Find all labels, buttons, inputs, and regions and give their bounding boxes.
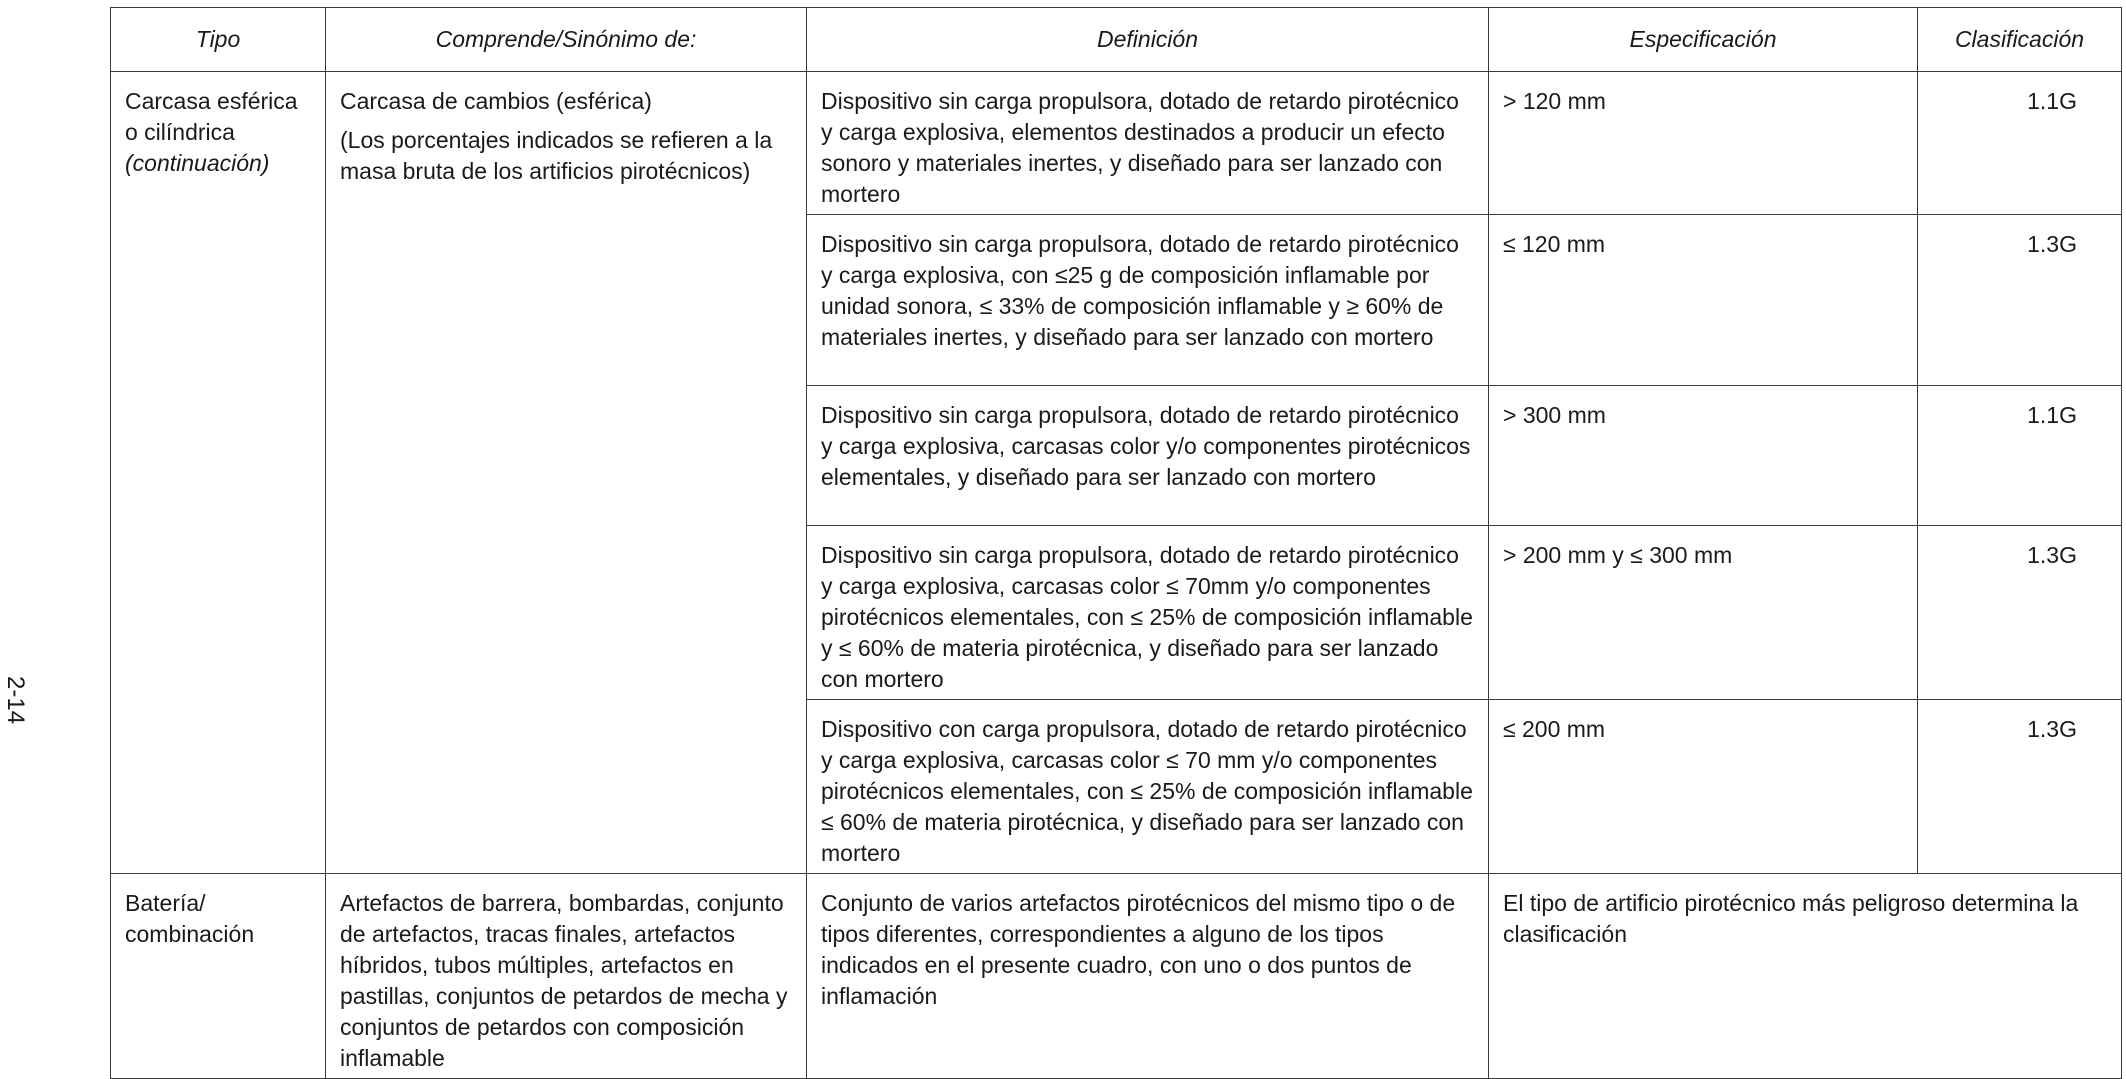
tipo-continuation: (continuación) — [125, 150, 270, 176]
header-tipo: Tipo — [111, 8, 326, 72]
especificacion-cell: > 120 mm — [1489, 72, 1918, 215]
comprende-cell — [326, 72, 807, 874]
definicion-cell: Dispositivo sin carga propulsora, dotado de retardo pirotécnico y carga explosiva, elementos destinados a producir un efecto sonoro y materiales inertes, y diseñado para ser lanzado con mortero — [807, 72, 1489, 215]
clasificacion-cell: 1.3G — [1918, 700, 2122, 874]
definicion-cell: Dispositivo sin carga propulsora, dotado de retardo pirotécnico y carga explosiva, con ≤25 g de composición inflamable por unidad sonora, ≤ 33% de composición inflamable y ≥ 60% de materiales inertes, y diseñado para ser lanzado con mortero — [807, 215, 1489, 386]
comprende-cell: Artefactos de barrera, bombardas, conjunto de artefactos, tracas finales, artefactos híbridos, tubos múltiples, artefactos en pastillas, conjuntos de petardos de mecha y conjuntos de petardos con composición inflamable — [326, 874, 807, 1079]
comprende-note: (Los porcentajes indicados se refieren a la masa bruta de los artificios pirotécnicos) — [340, 127, 773, 184]
definicion-cell: Dispositivo sin carga propulsora, dotado de retardo pirotécnico y carga explosiva, carcasas color y/o componentes pirotécnicos elementales, y diseñado para ser lanzado con mortero — [807, 386, 1489, 526]
especificacion-clasificacion-cell: El tipo de artificio pirotécnico más peligroso determina la clasificación — [1489, 874, 2122, 1079]
comprende-text: Carcasa de cambios (esférica) — [340, 88, 652, 114]
tipo-cell: Batería/ combinación — [111, 874, 326, 1079]
definicion-cell: Conjunto de varios artefactos pirotécnicos del mismo tipo o de tipos diferentes, correspondientes a alguno de los tipos indicados en el presente cuadro, con uno o dos puntos de inflamación — [807, 874, 1489, 1079]
header-especificacion: Especificación — [1489, 8, 1918, 72]
header-comprende: Comprende/Sinónimo de: — [326, 8, 807, 72]
tipo-line2: o cilíndrica — [125, 119, 235, 145]
especificacion-cell: > 300 mm — [1489, 386, 1918, 526]
especificacion-cell: ≤ 120 mm — [1489, 215, 1918, 386]
clasificacion-cell: 1.3G — [1918, 215, 2122, 386]
table-row — [111, 72, 2122, 215]
tipo-cell — [111, 72, 326, 874]
header-row — [111, 8, 2122, 72]
header-clasificacion: Clasificación — [1918, 8, 2122, 72]
definicion-cell: Dispositivo con carga propulsora, dotado de retardo pirotécnico y carga explosiva, carcasas color ≤ 70 mm y/o componentes pirotécnicos elementales, con ≤ 25% de composición inflamable ≤ 60% de materia pirotécnica, y diseñado para ser lanzado con mortero — [807, 700, 1489, 874]
page-number: 2-14 — [2, 676, 29, 725]
definicion-cell: Dispositivo sin carga propulsora, dotado de retardo pirotécnico y carga explosiva, carcasas color ≤ 70mm y/o componentes pirotécnicos elementales, con ≤ 25% de composición inflamable y ≤ 60% de materia pirotécnica, y diseñado para ser lanzado con mortero — [807, 526, 1489, 700]
clasificacion-cell: 1.1G — [1918, 386, 2122, 526]
clasificacion-cell: 1.3G — [1918, 526, 2122, 700]
table-row — [111, 874, 2122, 1079]
tipo-line1: Carcasa esférica — [125, 88, 298, 114]
especificacion-cell: ≤ 200 mm — [1489, 700, 1918, 874]
especificacion-cell: > 200 mm y ≤ 300 mm — [1489, 526, 1918, 700]
clasificacion-cell: 1.1G — [1918, 72, 2122, 215]
header-definicion: Definición — [807, 8, 1489, 72]
classification-table — [110, 7, 2122, 1079]
